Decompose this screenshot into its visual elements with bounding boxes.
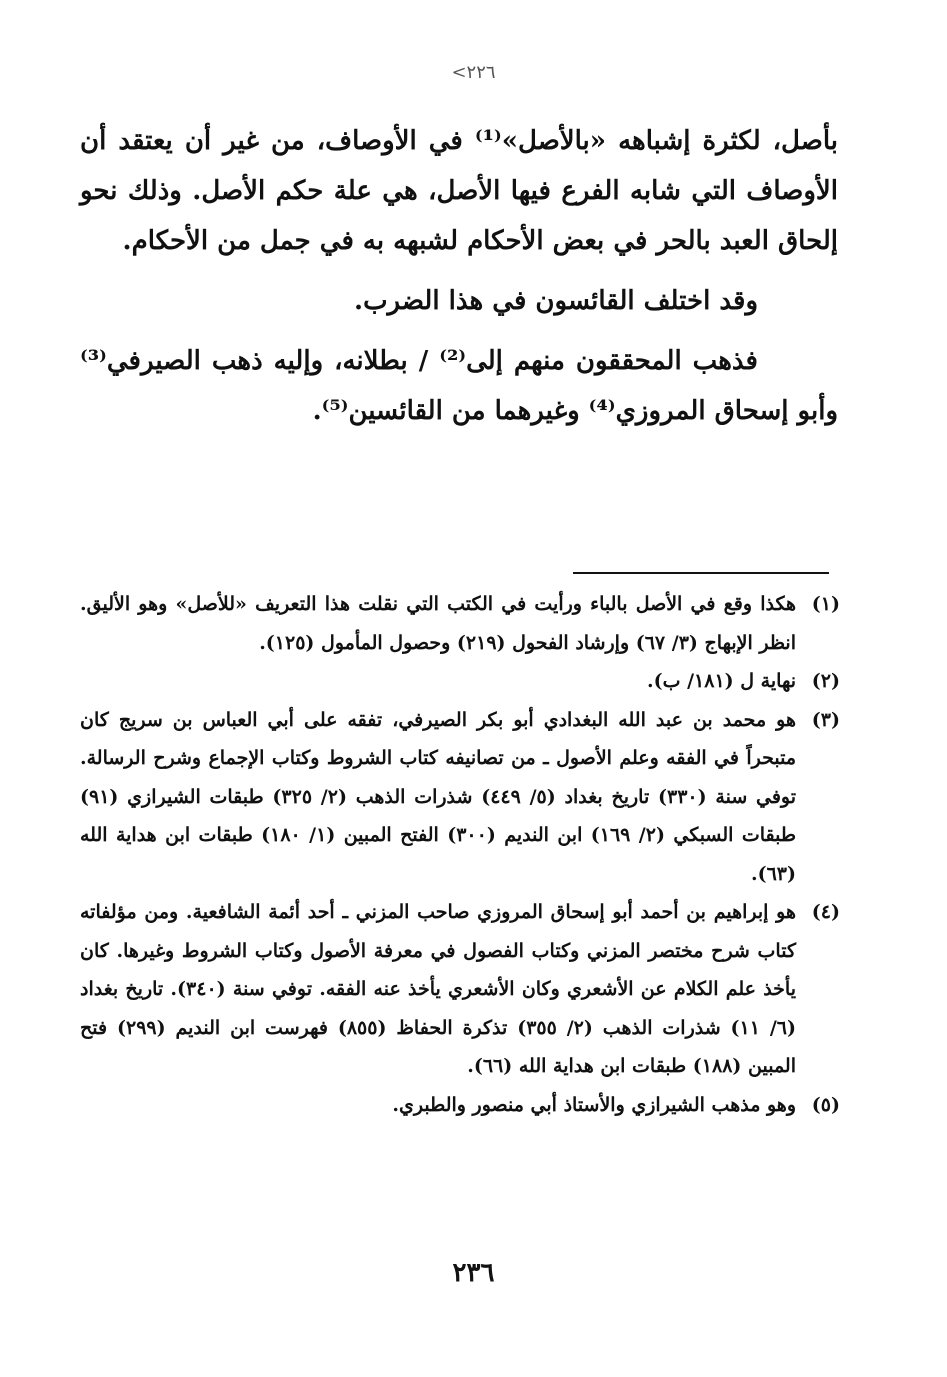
main-paragraph: فذهب المحققون منهم إلى⁽²⁾ / بطلانه، وإليه ذهب الصيرفي⁽³⁾ وأبو إسحاق المروزي⁽⁴⁾ وغيرهما من القائسين⁽⁵⁾. [80, 346, 838, 426]
footnotes-list [80, 585, 840, 1124]
footnote-text: هو محمد بن عبد الله البغدادي أبو بكر الصيرفي، تفقه على أبي العباس بن سريج كان متبحراً في الفقه وعلم الأصول ـ من تصانيفه كتاب الشروط وكتاب الإجماع وشرح الرسالة. توفي سنة (٣٣٠) تاريخ بغداد (٥/ ٤٤٩) شذرات الذهب (٢/ ٣٢٥) طبقات الشيرازي (٩١) طبقات السبكي (٢/ ١٦٩) ابن النديم (٣٠٠) الفتح المبين (١/ ١٨٠) طبقات ابن هداية الله (٦٣). [80, 708, 797, 885]
footnote-number: (٥) [811, 1093, 840, 1116]
footnote-text: وهو مذهب الشيرازي والأستاذ أبي منصور والطبري. [392, 1093, 796, 1116]
main-paragraph: بأصل، لكثرة إشباهه «بالأصل»⁽¹⁾ في الأوصاف، من غير أن يعتقد أن الأوصاف التي شابه الفرع فيها الأصل، هي علة حكم الأصل. وذلك نحو إلحاق العبد بالحر في بعض الأحكام لشبهه به في جمل من الأحكام. [80, 126, 838, 256]
footnote-number: (١) [811, 593, 840, 615]
footnote-text: هكذا وقع في الأصل بالباء ورأيت في الكتب التي نقلت هذا التعريف «للأصل» وهو الأليق. انظر الإبهاج (٣/ ٦٧) وإرشاد الفحول (٢١٩) وحصول المأمول (١٢٥). [80, 593, 796, 654]
main-text-block [80, 116, 838, 436]
page-number: ٢٣٦ [452, 1258, 495, 1288]
footnote-number: (٣) [811, 708, 840, 731]
footnote-text: نهاية ل (١٨١/ ب). [646, 670, 796, 692]
footnote-item [80, 1086, 840, 1125]
footnote-item [80, 585, 840, 662]
footnote-number: (٤) [811, 901, 840, 923]
main-paragraph: وقد اختلف القائسون في هذا الضرب. [354, 286, 758, 316]
footnote-text: هو إبراهيم بن أحمد أبو إسحاق المروزي صاحب المزني ـ أحد أئمة الشافعية. ومن مؤلفاته كتاب شرح مختصر المزني وكتاب الفصول في معرفة الأصول وكتاب الشروط وغيرها. كان يأخذ علم الكلام عن الأشعري وكان الأشعري يأخذ عنه الفقه. توفي سنة (٣٤٠). تاريخ بغداد (٦/ ١١) شذرات الذهب (٢/ ٣٥٥) تذكرة الحفاظ (٨٥٥) فهرست ابن النديم (٢٩٩) فتح المبين (١٨٨) طبقات ابن هداية الله (٦٦). [80, 901, 797, 1077]
footnote-item [80, 893, 840, 1086]
footnote-separator [573, 572, 829, 574]
manuscript-folio-marker: <٢٢٦ [451, 62, 496, 83]
footnote-item [80, 701, 840, 894]
footnote-item [80, 662, 840, 701]
footnote-number: (٢) [811, 670, 840, 692]
